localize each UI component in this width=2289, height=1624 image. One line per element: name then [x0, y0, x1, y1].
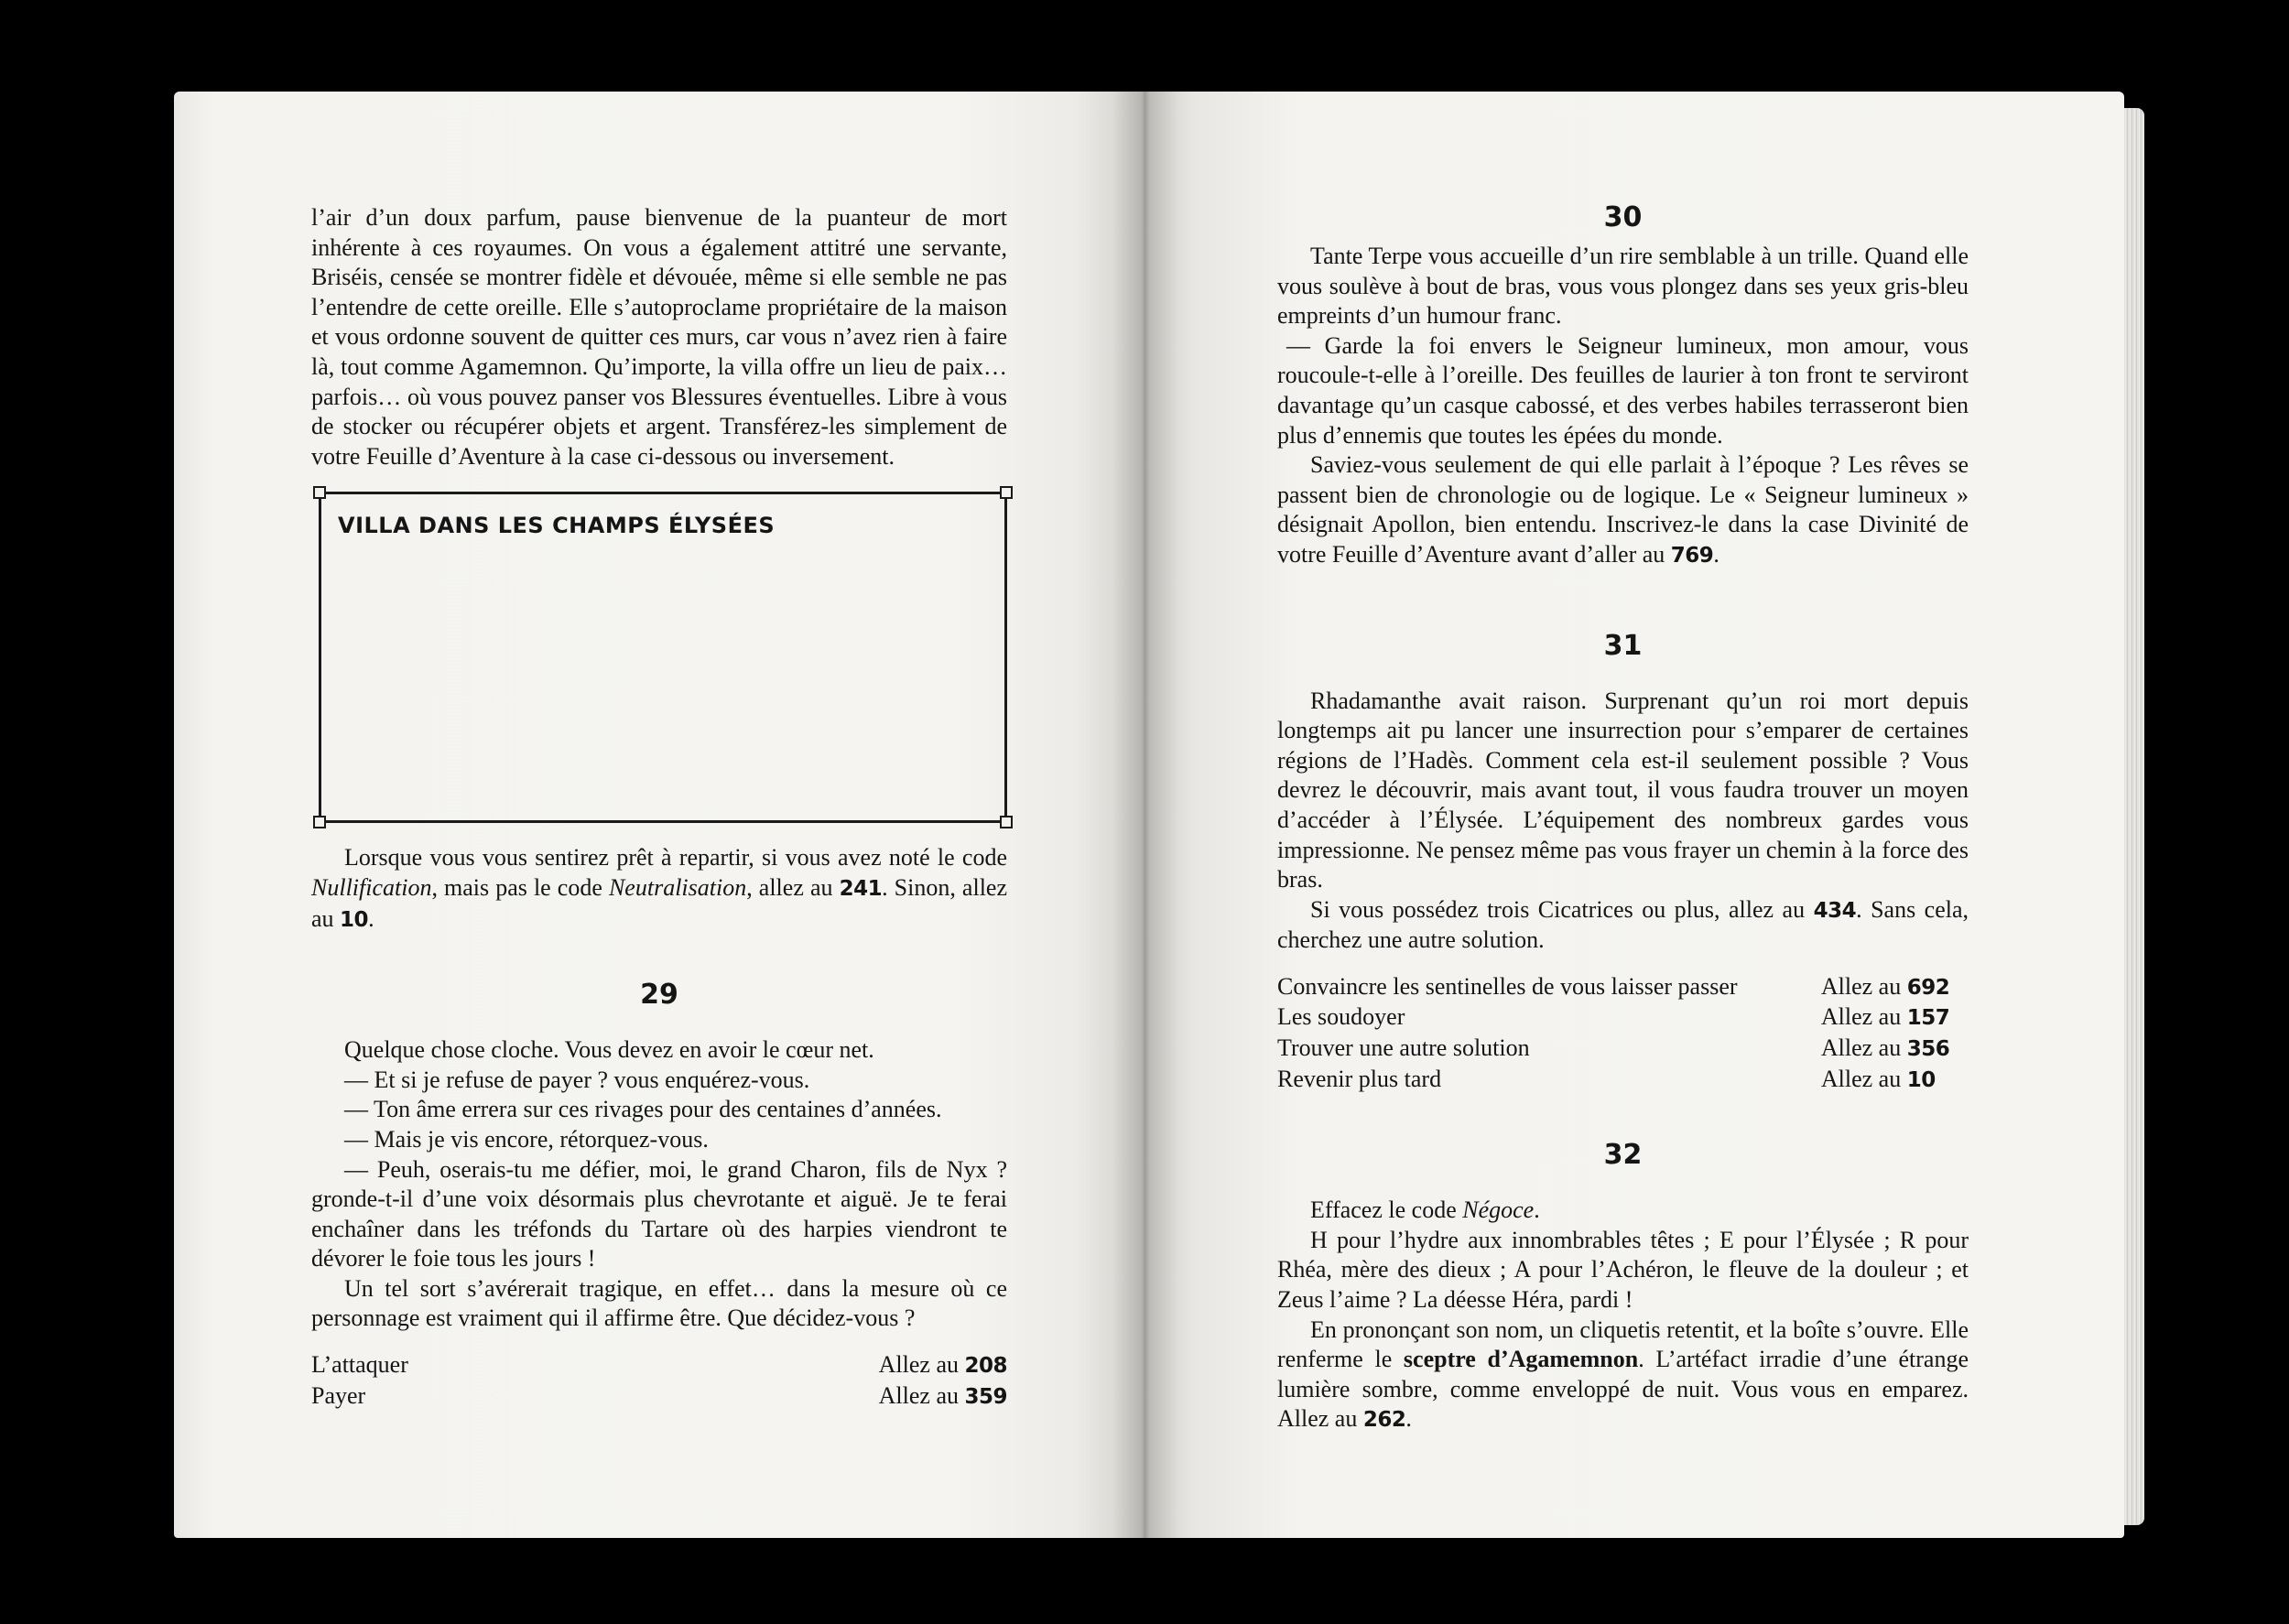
choice-target[interactable]: Allez au 359	[878, 1381, 1007, 1409]
box-corner-ornament	[1000, 486, 1013, 499]
choice-target[interactable]: Allez au 208	[878, 1351, 1007, 1379]
section-31-paragraph: Si vous possédez trois Cicatrices ou plus, allez au 434. Sans cela, cherchez une autre solution.	[1277, 895, 1969, 954]
choice-row[interactable]	[311, 1381, 1007, 1413]
section-32-paragraph: Effacez le code Négoce.	[1310, 1196, 1540, 1224]
section-30-paragraph: Tante Terpe vous accueille d’un rire semblable à un trille. Quand elle vous soulève à bout de bras, vous vous plongez dans ses yeux gris-bleu empreints d’un humour franc.	[1277, 243, 1969, 330]
choice-row[interactable]	[1277, 1034, 1969, 1065]
depart-paragraph: Lorsque vous vous sentirez prêt à repartir, si vous avez noté le code Nullification, mais pas le code Neutralisation, allez au 241. Sinon, allez au 10.	[311, 844, 1008, 932]
box-corner-ornament	[1000, 816, 1013, 828]
section-29-paragraph: Quelque chose cloche. Vous devez en avoir le cœur net.	[344, 1036, 874, 1064]
section-number-32: 32	[1603, 1139, 1643, 1172]
choice-row[interactable]	[1277, 972, 1969, 1003]
intro-paragraph: l’air d’un doux parfum, pause bienvenue de la puanteur de mort inhérente à ces royaumes. On vous a également attitré une servante, Briséis, censée se montrer fidèle et dévouée, même si elle semble ne pas l’entendre de cette oreille. Elle s’autoproclame propriétaire de la maison et vous ordonne souvent de quitter ces murs, car vous n’avez rien à faire là, tout comme Agamemnon. Qu’importe, la villa offre un lieu de paix… parfois… où vous pouvez panser vos Blessures éventuelles. Libre à vous de stocker ou récupérer objets et argent. Transférez-les simplement de votre Feuille d’Aventure à la case ci-dessous ou inversement.	[311, 204, 1007, 470]
section-link-434[interactable]: 434	[1813, 898, 1857, 923]
choice-row[interactable]	[1277, 1065, 1969, 1096]
choice-target[interactable]: Allez au 356	[1820, 1034, 1950, 1062]
section-30-paragraph: Saviez-vous seulement de qui elle parlait à l’époque ? Les rêves se passent bien de chronologie ou de logique. Le « Seigneur lumineux » désignait Apollon, bien entendu. Inscrivez-le dans la case Divinité de votre Feuille d’Aventure avant d’aller au 769.	[1277, 451, 1969, 568]
choice-label: L’attaquer	[311, 1351, 408, 1379]
section-link-241[interactable]: 241	[839, 876, 883, 901]
section-number-30: 30	[1603, 201, 1643, 233]
choice-label: Payer	[311, 1381, 366, 1409]
left-page-text	[311, 203, 1007, 1412]
section-31-paragraph: Rhadamanthe avait raison. Surprenant qu’un roi mort depuis longtemps ait pu lancer une insurrection pour s’emparer de certaines régions de l’Hadès. Comment cela est-il seulement possible ? Vous devrez le découvrir, mais avant tout, il vous faudra trouver un moyen d’accéder à l’Élysée. L’équipement des nombreux gardes vous impressionne. Ne pensez même pas vous frayer un chemin à la force des bras.	[1277, 687, 1969, 893]
villa-box-title: VILLA DANS LES CHAMPS ÉLYSÉES	[338, 513, 776, 539]
dialogue-line: — Peuh, oserais-tu me défier, moi, le grand Charon, fils de Nyx ? gronde-t-il d’une voix désormais plus chevrotante et aiguë. Je te ferai enchaîner dans les tréfonds du Tartare où des harpies viendront te dévorer le foie tous les jours !	[311, 1155, 1007, 1272]
section-link-262[interactable]: 262	[1362, 1408, 1406, 1433]
choices-31	[1277, 972, 1969, 1095]
dialogue-line: — Garde la foi envers le Seigneur lumineux, mon amour, vous roucoule-t-elle à l’oreille. Des feuilles de laurier à ton front te serviront davantage qu’un casque cabossé, et des verbes habiles terrasseront bien plus d’ennemis que toutes les épées du monde.	[1277, 331, 1969, 449]
box-corner-ornament	[313, 486, 326, 499]
dialogue-line: — Ton âme errera sur ces rivages pour des centaines d’années.	[344, 1096, 942, 1123]
book-spine	[1112, 92, 1177, 1538]
choice-label: Trouver une autre solution	[1277, 1034, 1530, 1062]
section-link-10[interactable]: 10	[340, 907, 369, 932]
code-negoce: Négoce	[1462, 1196, 1535, 1224]
dialogue-line: — Et si je refuse de payer ? vous enquérez-vous.	[344, 1066, 810, 1093]
section-number-29: 29	[640, 979, 678, 1012]
choice-row[interactable]	[311, 1350, 1007, 1381]
villa-storage-box	[319, 492, 1007, 823]
code-nullification: Nullification	[311, 873, 432, 901]
section-32-paragraph: H pour l’hydre aux innombrables têtes ; E pour l’Élysée ; R pour Rhéa, mère des dieux ; A pour l’Achéron, le fleuve de la douleur ; et Zeus l’aime ? La déesse Héra, pardi !	[1277, 1226, 1969, 1314]
section-link-769[interactable]: 769	[1670, 543, 1714, 568]
choice-row[interactable]	[1277, 1002, 1969, 1034]
right-page-text	[1277, 194, 1969, 1435]
section-29-paragraph: Un tel sort s’avérerait tragique, en effet… dans la mesure où ce personnage est vraiment qui il affirme être. Que décidez-vous ?	[311, 1274, 1007, 1332]
choice-target[interactable]: Allez au 10	[1820, 1065, 1936, 1092]
choices-29	[311, 1350, 1007, 1412]
choice-label: Convaincre les sentinelles de vous laisser passer	[1277, 972, 1738, 1000]
dialogue-line: — Mais je vis encore, rétorquez-vous.	[344, 1125, 709, 1153]
choice-label: Les soudoyer	[1277, 1003, 1405, 1031]
item-scepter: sceptre d’Agamemnon	[1403, 1346, 1639, 1373]
code-neutralisation: Neutralisation	[608, 873, 747, 901]
section-32-paragraph: En prononçant son nom, un cliquetis retentit, et la boîte s’ouvre. Elle renferme le sceptre d’Agamemnon. L’artéfact irradie d’une étrange lumière sombre, comme enveloppé de nuit. Vous vous en emparez. Allez au 262.	[1277, 1315, 1969, 1433]
choice-label: Revenir plus tard	[1277, 1065, 1442, 1092]
choice-target[interactable]: Allez au 692	[1820, 972, 1950, 1000]
section-number-31: 31	[1603, 629, 1643, 662]
box-corner-ornament	[313, 816, 326, 828]
choice-target[interactable]: Allez au 157	[1820, 1003, 1950, 1031]
